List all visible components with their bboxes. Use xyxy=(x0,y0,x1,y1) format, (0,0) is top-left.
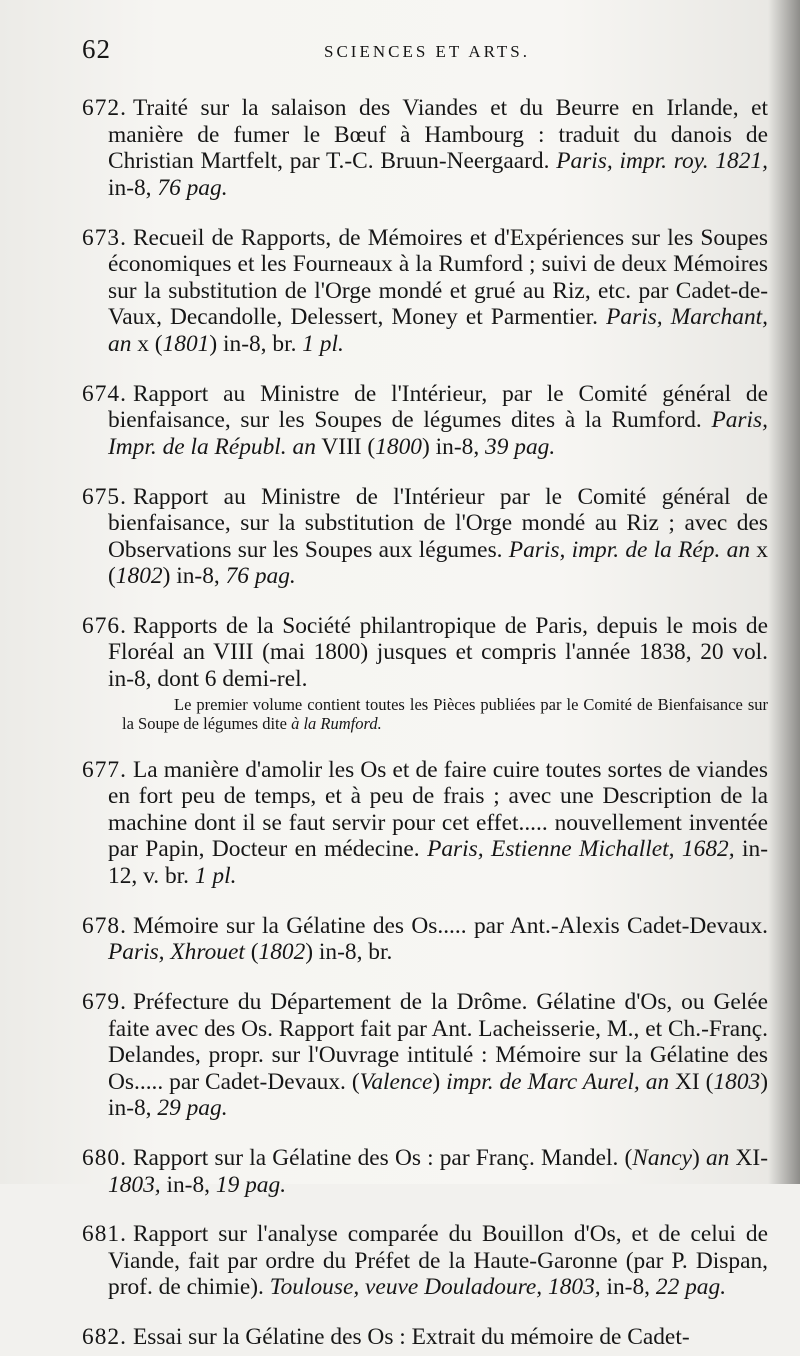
entry-676 xyxy=(82,613,768,693)
entry-number: 674. xyxy=(82,380,127,407)
entry-imprint: Paris, impr. de la Rép. an xyxy=(508,536,751,563)
entry-year-prefix: ( xyxy=(244,939,259,966)
entry-separator: ) xyxy=(692,1145,706,1172)
entry-text: Préfecture du Département de la Drôme. Gélatine d'Os, ou Gelée faite avec des Os. Rapport fait par Ant. Lacheisserie, M., et Ch.-Franç. Delandes, propr. sur l'Ouvrage intitulé : Mémoire sur la Gélatine des Os..... par Cadet-Devaux. ( xyxy=(108,989,768,1095)
entry-number: 675. xyxy=(82,483,127,510)
entry-imprint: Paris, Impr. de la Républ. an xyxy=(108,407,768,460)
entry-pages: 39 pag. xyxy=(485,433,556,460)
entry-format: in-8, xyxy=(600,1274,656,1301)
entry-year: 1801 xyxy=(162,330,210,357)
entry-format: in-12, v. br. xyxy=(108,836,768,889)
entry-681 xyxy=(82,1221,768,1301)
entry-year: 1803, xyxy=(108,1171,161,1198)
entry-pages: 76 pag. xyxy=(157,174,228,201)
entry-number: 676. xyxy=(82,612,127,639)
entry-imprint: Paris, Estienne Michallet, 1682, xyxy=(427,836,735,863)
entry-format: in-8, xyxy=(108,174,158,201)
entry-text: Rapport au Ministre de l'Intérieur par le Comité général de bienfaisance, sur la substitution de l'Orge mondé au Riz ; avec des Observations sur les Soupes aux légumes. xyxy=(108,483,768,563)
entry-text: Recueil de Rapports, de Mémoires et d'Expériences sur les Soupes économiques et les Fourneaux à la Rumford ; suivi de deux Mémoires sur la substitution de l'Orge mondé et grué au Riz, etc. par Cadet-de-Vaux, Decandolle, Delessert, Money et Parmentier. xyxy=(108,224,768,331)
entry-year: 1803 xyxy=(713,1068,761,1095)
entry-number: 678. xyxy=(82,912,127,939)
entry-imprint: Paris, Xhrouet xyxy=(108,939,245,966)
entry-year: 1802 xyxy=(258,939,306,966)
entry-place: Nancy xyxy=(632,1145,693,1172)
entry-text: Rapport sur l'analyse comparée du Bouillon d'Os, et de celui de Viande, fait par ordre du Préfet de la Haute-Garonne (par P. Dispan, prof. de chimie). xyxy=(108,1221,768,1301)
entry-676-note xyxy=(82,695,768,733)
entry-imprint: Toulouse, veuve Douladoure, 1803, xyxy=(269,1274,601,1301)
entry-year-prefix: VIII ( xyxy=(315,433,376,460)
entry-imprint: Paris, impr. roy. 1821, xyxy=(556,148,768,175)
entry-format: ) in-8, xyxy=(108,1068,769,1122)
entry-682 xyxy=(82,1324,768,1351)
entry-format: ) in-8, br. xyxy=(305,939,393,966)
running-title: SCIENCES ET ARTS. xyxy=(324,42,531,61)
entry-675 xyxy=(82,484,768,590)
entry-text: Rapport au Ministre de l'Intérieur, par le Comité général de bienfaisance, sur les Soupes de légumes dites à la Rumford. xyxy=(108,380,768,434)
entry-year: 1802 xyxy=(115,563,163,590)
entry-imprint: impr. de Marc Aurel, an xyxy=(446,1068,670,1095)
entry-year-prefix: XI- xyxy=(729,1145,768,1172)
entry-number: 677. xyxy=(82,756,127,783)
entry-format: ) in-8, br. xyxy=(209,330,303,357)
entry-an: an xyxy=(705,1145,730,1172)
entry-text: Essai sur la Gélatine des Os : Extrait du mémoire de Cadet- xyxy=(132,1324,690,1351)
entry-format: in-8, xyxy=(160,1171,216,1198)
entry-text: Rapports de la Société philantropique de Paris, depuis le mois de Floréal an VIII (mai 1800) jusques et compris l'année 1838, 20 vol. in-8, dont 6 demi-rel. xyxy=(108,612,768,692)
entry-place: Valence xyxy=(359,1068,433,1095)
entry-separator: ) xyxy=(432,1068,447,1095)
entry-text: Traité sur la salaison des Viandes et du Beurre en Irlande, et manière de fumer le Bœuf à Hambourg : traduit du danois de Christian Martfelt, par T.-C. Bruun-Neergaard. xyxy=(108,95,768,175)
note-italic: à la Rumford. xyxy=(291,714,382,734)
entry-text: Rapport sur la Gélatine des Os : par Franç. Mandel. ( xyxy=(132,1145,633,1172)
entry-year: 1800 xyxy=(375,433,422,460)
entry-year-prefix: x ( xyxy=(131,330,163,357)
entry-pages: 76 pag. xyxy=(225,563,296,590)
note-text: Le premier volume contient toutes les Pièces publiées par le Comité de Bienfaisance sur la Soupe de légumes dite xyxy=(122,695,768,734)
entry-plates: 1 pl. xyxy=(302,330,344,357)
entry-number: 680. xyxy=(82,1145,127,1172)
entry-text: La manière d'amolir les Os et de faire cuire toutes sortes de viandes en fort peu de temps, et à peu de frais ; avec une Description de la machine dont il se faut servir pour cet effet..... nouvellement inventée par Papin, Docteur en médecine. xyxy=(108,756,768,863)
entry-number: 679. xyxy=(82,989,127,1016)
entry-680 xyxy=(82,1145,768,1198)
entry-number: 682. xyxy=(82,1324,127,1351)
entry-text: Mémoire sur la Gélatine des Os..... par Ant.-Alexis Cadet-Devaux. xyxy=(132,912,768,939)
entry-674 xyxy=(82,381,768,461)
bibliography-list xyxy=(82,72,768,1356)
entry-677 xyxy=(82,757,768,890)
entry-number: 673. xyxy=(82,224,127,251)
entry-imprint: Paris, Marchant, an xyxy=(108,304,768,357)
entry-format: ) in-8, xyxy=(422,433,486,460)
entry-year-prefix: XI ( xyxy=(669,1068,714,1095)
entry-679 xyxy=(82,989,768,1122)
entry-format: ) in-8, xyxy=(162,563,226,590)
entry-year-prefix: x ( xyxy=(108,536,768,590)
entry-pages: 19 pag. xyxy=(215,1171,287,1198)
entry-672 xyxy=(82,95,768,201)
entry-pages: 22 pag. xyxy=(655,1274,727,1301)
entry-plates: 1 pl. xyxy=(194,862,237,889)
entry-number: 672. xyxy=(82,95,127,122)
entry-pages: 29 pag. xyxy=(157,1095,228,1122)
entry-number: 681. xyxy=(82,1221,127,1248)
entry-673 xyxy=(82,225,768,358)
page-number: 62 xyxy=(82,34,111,64)
page-header xyxy=(82,34,772,74)
entry-678 xyxy=(82,913,768,966)
